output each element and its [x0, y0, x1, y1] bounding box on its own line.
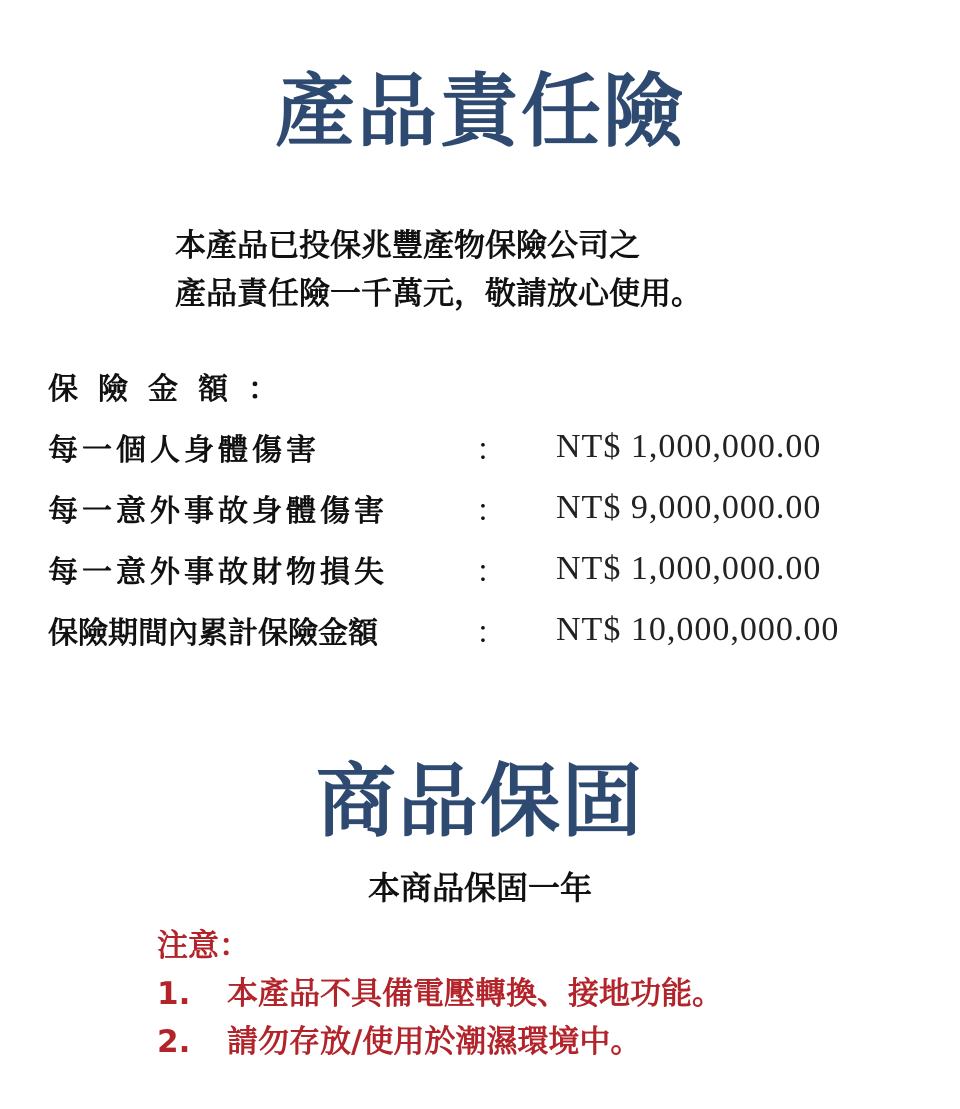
intro-line-2: 產品責任險一千萬元，敬請放心使用。: [175, 276, 702, 312]
coverage-amount: NT$ 9,000,000.00: [556, 488, 822, 526]
intro-line-1: 本產品已投保兆豐產物保險公司之: [175, 228, 640, 264]
notice-item-number: 2.: [157, 1024, 191, 1060]
coverage-colon: ：: [476, 493, 506, 529]
coverage-row: [48, 599, 839, 660]
coverage-row: [48, 477, 839, 538]
coverage-label: 每一個人身體傷害: [48, 432, 320, 468]
warranty-title: 商品保固: [316, 755, 644, 848]
coverage-label: 每一意外事故財物損失: [48, 554, 388, 590]
coverage-label: 保險期間內累計保險金額: [48, 615, 378, 651]
coverage-row: [48, 538, 839, 599]
coverage-row: [48, 416, 839, 477]
notice-heading: 注意：: [157, 928, 250, 964]
coverage-colon: ：: [476, 554, 506, 590]
notice-item-text: 本產品不具備電壓轉換、接地功能。: [227, 976, 723, 1012]
coverage-amount: NT$ 1,000,000.00: [556, 549, 822, 587]
notice-item-number: 1.: [157, 976, 191, 1012]
coverage-colon: ：: [476, 432, 506, 468]
notice-item: [157, 970, 723, 1018]
notice-item: [157, 1018, 723, 1066]
warranty-text: 本商品保固一年: [367, 869, 592, 907]
coverage-colon: ：: [476, 615, 506, 651]
liability-title: 產品責任險: [275, 65, 685, 158]
coverage-amount: NT$ 10,000,000.00: [556, 610, 840, 648]
coverage-amount: NT$ 1,000,000.00: [556, 427, 822, 465]
coverage-table: [48, 364, 839, 660]
coverage-label: 每一意外事故身體傷害: [48, 493, 388, 529]
notice-section: [157, 922, 723, 1066]
notice-item-text: 請勿存放/使用於潮濕環境中。: [227, 1024, 642, 1060]
coverage-heading: 保險金額：: [48, 372, 298, 407]
liability-intro: [175, 222, 702, 318]
